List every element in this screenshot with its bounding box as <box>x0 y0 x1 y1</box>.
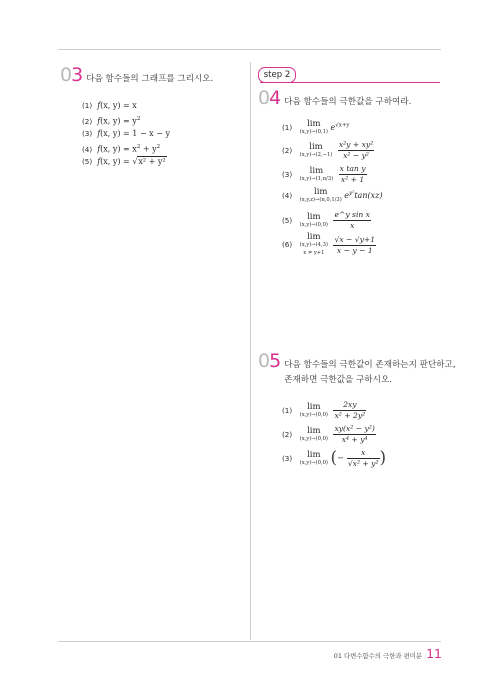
fraction: $\frac{x}{\text{√x² + y²}}$ <box>347 448 379 468</box>
fraction: $\frac{\text{xy(x² − y²)}}{\text{x⁴ + y⁴}}$ <box>334 424 375 444</box>
right-paren: ) <box>379 448 387 468</box>
step-badge: step 2 <box>258 67 296 83</box>
problem-03-item-5: (5) f(x, y) = √x² + y² <box>82 157 166 166</box>
problem-05-item-3: (3) lim (x,y)→(0,0) (− $\frac{x}{\text{√x² + y²}}$ ) <box>282 448 387 468</box>
problem-03-heading <box>60 64 213 87</box>
limit-operator: lim (x,y,z)→(π,0,1/3) <box>299 187 342 203</box>
problem-05-item-2: (2) lim (x,y)→(0,0) $\frac{\text{xy(x² − y²)}}{\text{x⁴ + y⁴}}$ <box>282 424 375 444</box>
problem-05-heading <box>258 350 456 388</box>
limit-operator: lim (x,y)→(4,3) x ≠ y+1 <box>299 232 328 256</box>
chapter-title: 01 다변수함수의 극한과 편미분 <box>333 652 423 660</box>
limit-operator: lim (x,y)→(0,0) <box>299 401 328 418</box>
fraction: $\frac{2xy}{\text{x² + 2y²}}$ <box>334 400 366 420</box>
bottom-rule <box>58 641 441 642</box>
limit-operator: lim (x,y)→(0,0) <box>299 425 328 442</box>
limit-operator: lim (x,y)→(1,π/3) <box>299 165 334 182</box>
column-divider <box>250 62 251 640</box>
problem-04-item-3: (3) lim (x,y)→(1,π/3) $\frac{\text{x tan y}}{\text{x² + 1}}$ <box>282 164 366 184</box>
problem-03-item-4: (4) f(x, $y) = x^2 + y^2$ <box>82 144 161 154</box>
limit-operator: lim (x,y)→(0,0) <box>299 211 328 228</box>
problem-04-item-5: (5) lim (x,y)→(0,0) $\frac{\text{e\textasciicircum{}y sin x}}{x}$ <box>282 210 370 230</box>
fraction: $\frac{\text{x tan y}}{\text{x² + 1}}$ <box>339 164 366 184</box>
limit-operator: lim (x,y)→(2,−1) <box>299 141 333 158</box>
problem-05-item-1: (1) lim (x,y)→(0,0) $\frac{2xy}{\text{x² + 2y²}}$ <box>282 400 366 420</box>
top-rule <box>58 49 441 50</box>
fraction: $\frac{√x - √y+1}{x - y - 1}$ <box>334 234 376 255</box>
problem-04-item-1: (1) lim (x,y)→(0,1) $e^{√x+y}$ <box>282 119 350 135</box>
page-number: 11 <box>426 646 442 661</box>
problem-04-number: 04 <box>258 87 281 109</box>
problem-03-item-2: (2) f(x, $y) = y^2$ <box>82 116 141 126</box>
problem-04-item-2: (2) lim (x,y)→(2,−1) $\frac{\text{x²y + xy²}}{\text{x² − y²}}$ <box>282 140 374 160</box>
limit-operator: lim (x,y)→(0,0) <box>299 449 328 466</box>
limit-operator: lim (x,y)→(0,1) <box>299 119 328 135</box>
fraction: $\frac{\text{e\textasciicircum{}y sin x}}{x}$ <box>334 210 370 230</box>
problem-03-item-3: (3) f(x, y) = 1 − x − y <box>82 129 171 138</box>
problem-05-number: 05 <box>258 350 281 372</box>
problem-04-heading <box>258 87 411 110</box>
problem-04-instruction: 다음 함수들의 극한값을 구하여라. <box>284 97 412 107</box>
problem-03-item-1: (1) f(x, y) = x <box>82 101 137 110</box>
problem-04-item-4: (4) lim (x,y,z)→(π,0,1/3) $e^{y^2}\tan(xz)$ <box>282 187 383 203</box>
problem-05-instruction: 다음 함수들의 극한값이 존재하는지 판단하고, 존재하면 극한값을 구하시오. <box>284 360 456 385</box>
page-footer <box>310 646 442 661</box>
step-underline <box>260 82 440 83</box>
problem-03-number: 03 <box>60 64 83 86</box>
problem-04-item-6: (6) lim (x,y)→(4,3) x ≠ y+1 $\frac{√x - √y+1}{x - y - 1}$ <box>282 232 376 256</box>
problem-03-instruction: 다음 함수들의 그래프를 그리시오. <box>86 74 214 84</box>
fraction: $\frac{\text{x²y + xy²}}{\text{x² − y²}}$ <box>338 140 374 160</box>
left-paren: ( <box>330 448 338 468</box>
